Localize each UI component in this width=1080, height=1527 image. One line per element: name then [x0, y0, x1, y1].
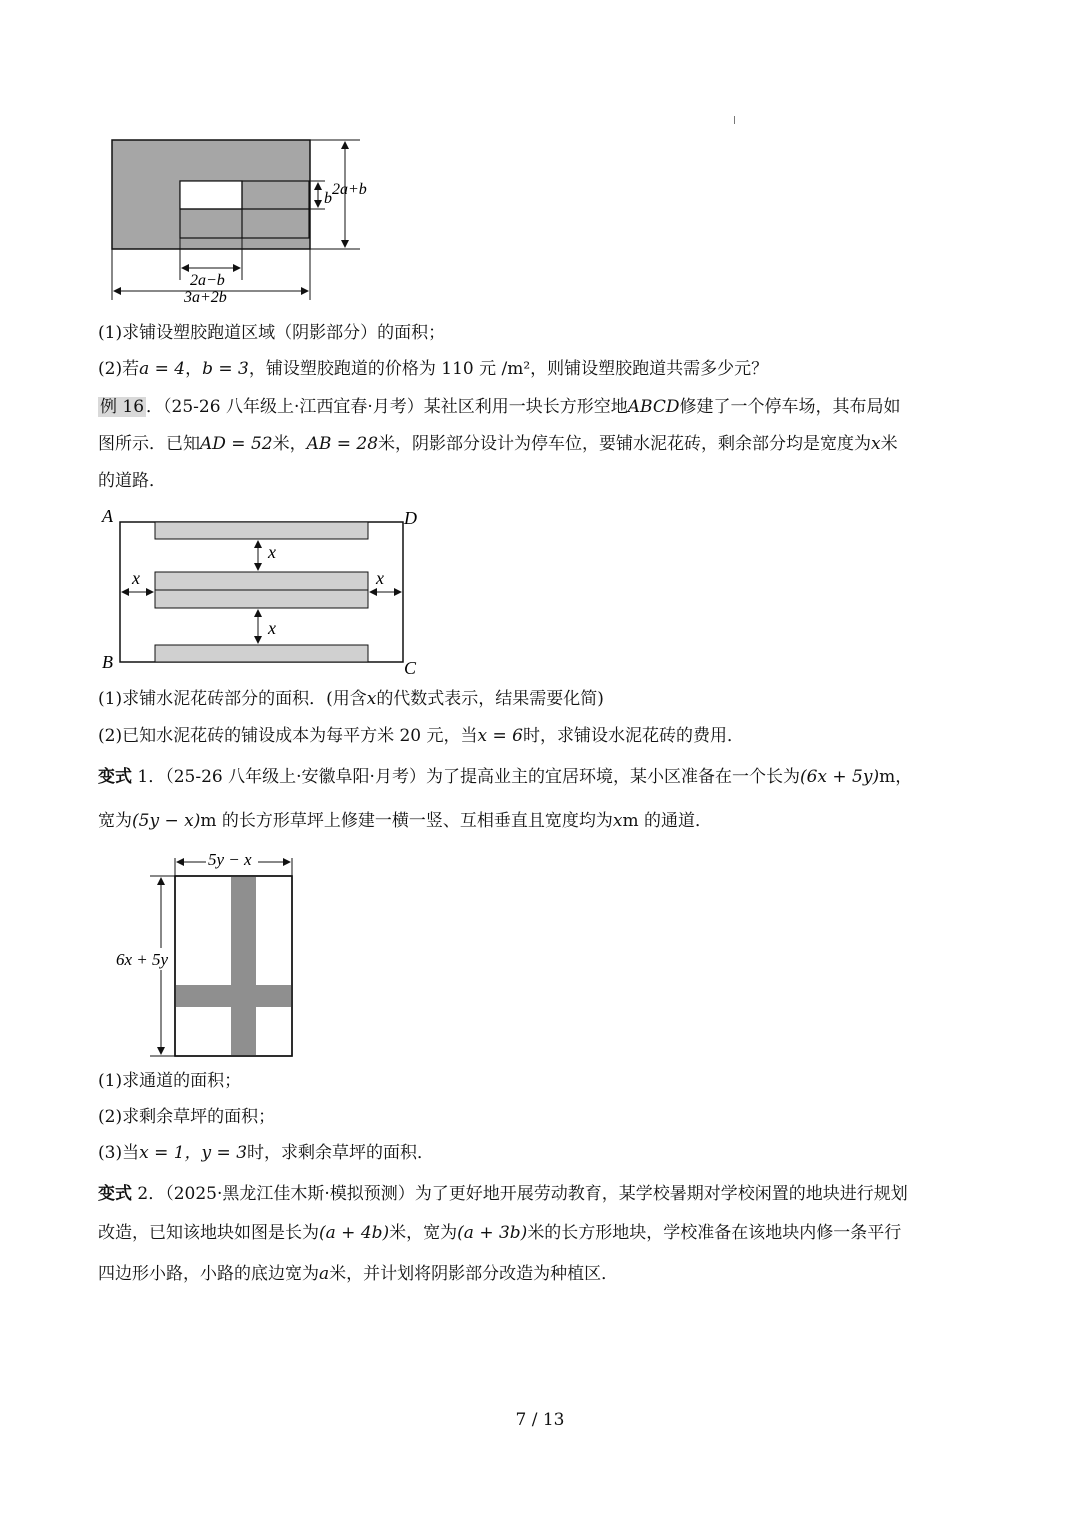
variant-2-tag: 变式: [98, 1184, 132, 1204]
label-A: A: [102, 506, 113, 526]
label-2a-minus-b: 2a−b: [190, 272, 225, 289]
label-6x-plus-5y: 6x + 5y: [116, 950, 169, 969]
label-5y-minus-x: 5y − x: [208, 850, 252, 869]
label-x-top: x: [268, 542, 276, 562]
variant-2-line1: 变式 2．（2025·黑龙江佳木斯·模拟预测）为了更好地开展劳动教育，某学校暑期对学校闲置的地块进行规划: [98, 1184, 908, 1204]
q1-part1: (1)求铺设塑胶跑道区域（阴影部分）的面积；: [98, 323, 446, 343]
label-x-bottom: x: [268, 618, 276, 638]
example-16-part2: (2)已知水泥花砖的铺设成本为每平方米 20 元，当x = 6时，求铺设水泥花砖的费用．: [98, 726, 744, 746]
margin-tick-mark: [734, 116, 735, 124]
example-16-part1: (1)求铺水泥花砖部分的面积．(用含x的代数式表示，结果需要化简): [98, 689, 604, 709]
figure-running-track: [100, 130, 400, 305]
label-x-left: x: [132, 568, 140, 588]
label-2a-plus-b: 2a+b: [332, 181, 367, 198]
figure-parking-lot: [96, 502, 436, 682]
example-16-line3: 的道路．: [98, 471, 166, 491]
q1-part2: (2)若a = 4，b = 3，铺设塑胶跑道的价格为 110 元 /m²，则铺设塑胶跑道共需多少元？: [98, 359, 769, 379]
label-D: D: [404, 508, 417, 528]
variant-1-tag: 变式: [98, 767, 132, 787]
figure-lawn-paths: [110, 848, 310, 1063]
variant-1-part1: (1)求通道的面积；: [98, 1071, 242, 1091]
variant-1-line2: 宽为(5y − x)m 的长方形草坪上修建一横一竖、互相垂直且宽度均为xm 的通道．: [98, 811, 712, 831]
variant-2-line2: 改造，已知该地块如图是长为(a + 4b)米，宽为(a + 3b)米的长方形地块，学校准备在该地块内修一条平行: [98, 1223, 902, 1243]
label-x-right: x: [376, 568, 384, 588]
label-b: b: [324, 190, 332, 207]
example-16-line2: 图所示．已知AD = 52米，AB = 28米，阴影部分设计为停车位，要铺水泥花砖，剩余部分均是宽度为x米: [98, 434, 898, 454]
page-number: 7 / 13: [515, 1410, 565, 1430]
example-16-tag: 例 16: [100, 397, 145, 417]
variant-2-line3: 四边形小路，小路的底边宽为a米，并计划将阴影部分改造为种植区．: [98, 1264, 619, 1284]
example-16-line1: 例 16 ．（25-26 八年级上·江西宜春·月考）某社区利用一块长方形空地ABCD修建了一个停车场，其布局如: [100, 397, 901, 417]
label-B: B: [102, 652, 113, 672]
label-C: C: [404, 658, 417, 678]
variant-1-line1: 变式 1．（25-26 八年级上·安徽阜阳·月考）为了提高业主的宜居环境，某小区准备在一个长为(6x + 5y)m，: [98, 767, 913, 787]
variant-1-part2: (2)求剩余草坪的面积；: [98, 1107, 276, 1127]
label-3a-plus-2b: 3a+2b: [184, 289, 227, 305]
variant-1-part3: (3)当x = 1，y = 3时，求剩余草坪的面积．: [98, 1143, 435, 1163]
